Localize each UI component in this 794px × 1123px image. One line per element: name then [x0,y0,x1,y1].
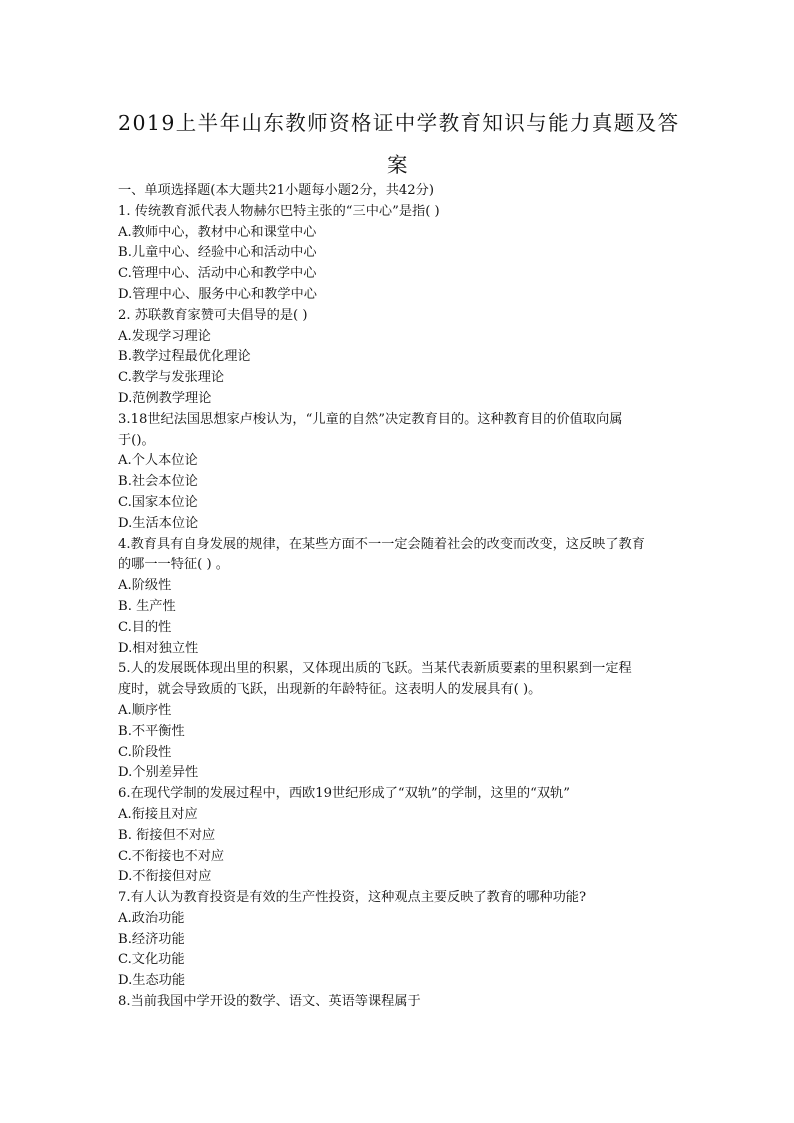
text-line: A.教师中心，教材中心和课堂中心 [118,224,317,240]
document-title-line-2: 案 [387,153,409,177]
text-line: C.目的性 [118,619,172,635]
text-line: A.顺序性 [118,702,172,718]
text-line: D.个别差异性 [118,765,199,781]
text-line: C.教学与发张理论 [118,370,225,386]
text-line: D.管理中心、服务中心和教学中心 [118,286,317,302]
text-line: 3.18世纪法国思想家卢梭认为，“儿童的自然”决定教育目的。这种教育目的价值取向属 [118,411,623,427]
text-line: B.社会本位论 [118,474,198,490]
text-line: B.教学过程最优化理论 [118,349,251,365]
document-title-line-1: 2019上半年山东教师资格证中学教育知识与能力真题及答 [118,111,680,135]
text-line: B. 衔接但不对应 [118,827,216,843]
text-line: 5.人的发展既体现出里的积累，又体现出质的飞跃。当某代表新质要素的里积累到一定程 [118,661,632,677]
text-line: C.管理中心、活动中心和教学中心 [118,266,317,282]
text-line: B.儿童中心、经验中心和活动中心 [118,245,317,261]
text-line: D.相对独立性 [118,640,199,656]
text-line: B. 生产性 [118,598,176,614]
text-line: 的哪一一特征( ) 。 [118,557,229,573]
section-heading: 一、单项选择题(本大题共21小题每小题2分，共42分) [118,183,434,198]
text-line: B.不平衡性 [118,723,185,739]
text-line: D.生态功能 [118,973,186,989]
text-line: 6.在现代学制的发展过程中，西欧19世纪形成了“双轨”的学制，这里的“双轨” [118,786,570,802]
text-line: A.衔接且对应 [118,806,198,822]
text-line: A.政治功能 [118,910,185,926]
text-line: 8.当前我国中学开设的数学、语文、英语等课程属于 [118,994,421,1010]
text-line: 1. 传统教育派代表人物赫尔巴特主张的“三中心”是指( ) [118,203,440,219]
text-line: D.不衔接但对应 [118,869,212,885]
text-line: 4.教育具有自身发展的规律，在某些方面不一一定会随着社会的改变而改变，这反映了教育 [118,536,645,552]
text-line: B.经济功能 [118,931,185,947]
text-line: D.生活本位论 [118,515,199,531]
text-line: C.国家本位论 [118,494,198,510]
text-line: D.范例教学理论 [118,390,212,406]
text-line: A.发现学习理论 [118,328,211,344]
document-body [118,181,678,1013]
text-line: 于()。 [118,432,155,448]
text-line: A.个人本位论 [118,453,198,469]
text-line: 7.有人认为教育投资是有效的生产性投资，这种观点主要反映了教育的哪种功能? [118,890,587,906]
text-line: C.文化功能 [118,952,185,968]
text-line: 2. 苏联教育家赞可夫倡导的是( ) [118,307,308,323]
text-line: 度时，就会导致质的飞跃，出现新的年龄特征。这表明人的发展具有( )。 [118,682,542,698]
text-line: C.阶段性 [118,744,172,760]
text-line: C.不衔接也不对应 [118,848,225,864]
text-line: A.阶级性 [118,578,172,594]
